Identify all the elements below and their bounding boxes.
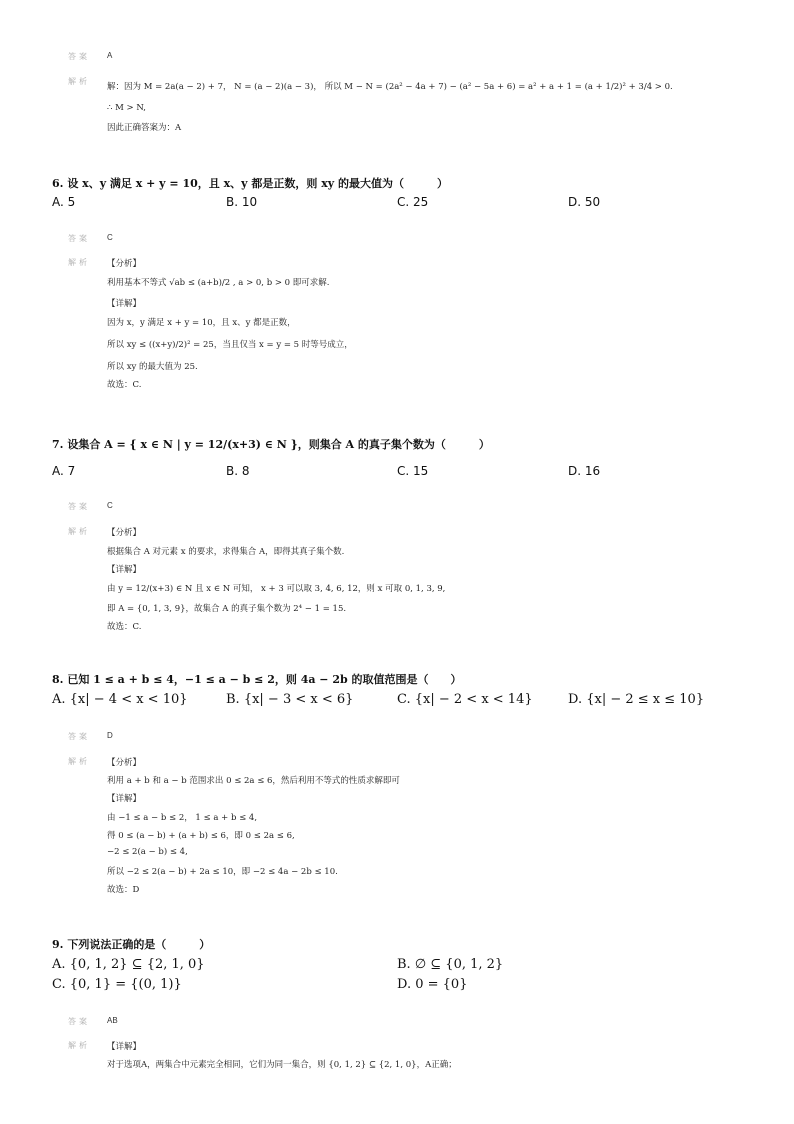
answer-value: A (107, 51, 113, 60)
analysis-line: 根据集合 A 对元素 x 的要求，求得集合 A，即得其真子集个数. (107, 547, 345, 557)
option-c[interactable]: C. {x| − 2 < x < 14} (397, 692, 533, 707)
analysis-line: 【详解】 (107, 299, 142, 309)
answer-label: 答案 (68, 234, 90, 243)
analysis-label: 解析 (68, 258, 90, 267)
question-stem: 8. 已知 1 ≤ a + b ≤ 4，−1 ≤ a − b ≤ 2，则 4a − 2b 的取值范围是（ ） (52, 673, 462, 686)
analysis-line: 【分析】 (107, 528, 142, 538)
analysis-line: 利用基本不等式 √ab ≤ (a+b)/2 , a > 0, b > 0 即可求解. (107, 278, 330, 288)
analysis-line: 所以 xy 的最大值为 25. (107, 362, 198, 372)
question-stem: 9. 下列说法正确的是（ ） (52, 938, 211, 951)
analysis-line: 因此正确答案为：A (107, 123, 182, 133)
analysis-line: 由 −1 ≤ a − b ≤ 2， 1 ≤ a + b ≤ 4, (107, 813, 258, 823)
analysis-line: 因为 x，y 满足 x + y = 10，且 x、y 都是正数， (107, 318, 296, 328)
analysis-line: 故选：C. (107, 380, 142, 390)
analysis-line: 【详解】 (107, 565, 142, 575)
answer-label: 答案 (68, 502, 90, 511)
analysis-label: 解析 (68, 527, 90, 536)
analysis-line: 对于选项A，两集合中元素完全相同，它们为同一集合，则 {0, 1, 2} ⊆ {2, 1, 0}，A正确； (107, 1060, 457, 1070)
question-stem: 6. 设 x、y 满足 x + y = 10，且 x、y 都是正数，则 xy 的最大值为（ ） (52, 177, 448, 190)
analysis-line: 【分析】 (107, 259, 142, 269)
analysis-line: 得 0 ≤ (a − b) + (a + b) ≤ 6，即 0 ≤ 2a ≤ 6, (107, 831, 295, 841)
answer-value: AB (107, 1016, 118, 1025)
analysis-line: 所以 −2 ≤ 2(a − b) + 2a ≤ 10，即 −2 ≤ 4a − 2b ≤ 10. (107, 867, 338, 877)
option-b[interactable]: B. {x| − 3 < x < 6} (226, 692, 354, 707)
option-d[interactable]: D. 16 (568, 464, 601, 478)
answer-value: D (107, 731, 113, 740)
option-a[interactable]: A. 7 (52, 464, 76, 478)
analysis-line: 即 A = {0, 1, 3, 9}，故集合 A 的真子集个数为 2⁴ − 1 = 15. (107, 604, 347, 614)
analysis-line: 故选：C. (107, 622, 142, 632)
answer-label: 答案 (68, 1017, 90, 1026)
option-d[interactable]: D. 0 = {0} (397, 977, 468, 992)
option-d[interactable]: D. 50 (568, 195, 601, 209)
option-c[interactable]: C. 25 (397, 195, 429, 209)
option-d[interactable]: D. {x| − 2 ≤ x ≤ 10} (568, 692, 705, 707)
analysis-label: 解析 (68, 77, 90, 86)
analysis-line: 【分析】 (107, 758, 142, 768)
analysis-line: 【详解】 (107, 794, 142, 804)
option-b[interactable]: B. ∅ ⊆ {0, 1, 2} (397, 957, 504, 972)
analysis-line: 所以 xy ≤ ((x+y)/2)² = 25，当且仅当 x = y = 5 时等号成立， (107, 340, 353, 350)
answer-value: C (107, 233, 113, 242)
option-b[interactable]: B. 8 (226, 464, 250, 478)
option-a[interactable]: A. 5 (52, 195, 76, 209)
option-c[interactable]: C. 15 (397, 464, 429, 478)
question-stem: 7. 设集合 A = { x ∈ N | y = 12/(x+3) ∈ N }，则集合 A 的真子集个数为（ ） (52, 438, 490, 451)
analysis-line: 故选：D (107, 885, 140, 895)
analysis-line: ∴ M > N, (107, 103, 146, 113)
answer-label: 答案 (68, 732, 90, 741)
option-a[interactable]: A. {0, 1, 2} ⊆ {2, 1, 0} (52, 957, 205, 972)
analysis-label: 解析 (68, 757, 90, 766)
analysis-line: 利用 a + b 和 a − b 范围求出 0 ≤ 2a ≤ 6，然后利用不等式的性质求解即可 (107, 776, 400, 786)
analysis-label: 解析 (68, 1041, 90, 1050)
answer-label: 答案 (68, 52, 90, 61)
analysis-line: 【详解】 (107, 1042, 142, 1052)
analysis-line: 解：因为 M = 2a(a − 2) + 7， N = (a − 2)(a − 3)， 所以 M − N = (2a² − 4a + 7) − (a² − 5a + 6) = a² + a + 1 = (a + 1/2)² + 3/4 > 0. (107, 82, 673, 92)
analysis-line: −2 ≤ 2(a − b) ≤ 4, (107, 847, 188, 857)
answer-value: C (107, 501, 113, 510)
option-b[interactable]: B. 10 (226, 195, 258, 209)
option-a[interactable]: A. {x| − 4 < x < 10} (52, 692, 188, 707)
option-c[interactable]: C. {0, 1} = {(0, 1)} (52, 977, 182, 992)
analysis-line: 由 y = 12/(x+3) ∈ N 且 x ∈ N 可知， x + 3 可以取 3, 4, 6, 12，则 x 可取 0, 1, 3, 9, (107, 584, 446, 594)
